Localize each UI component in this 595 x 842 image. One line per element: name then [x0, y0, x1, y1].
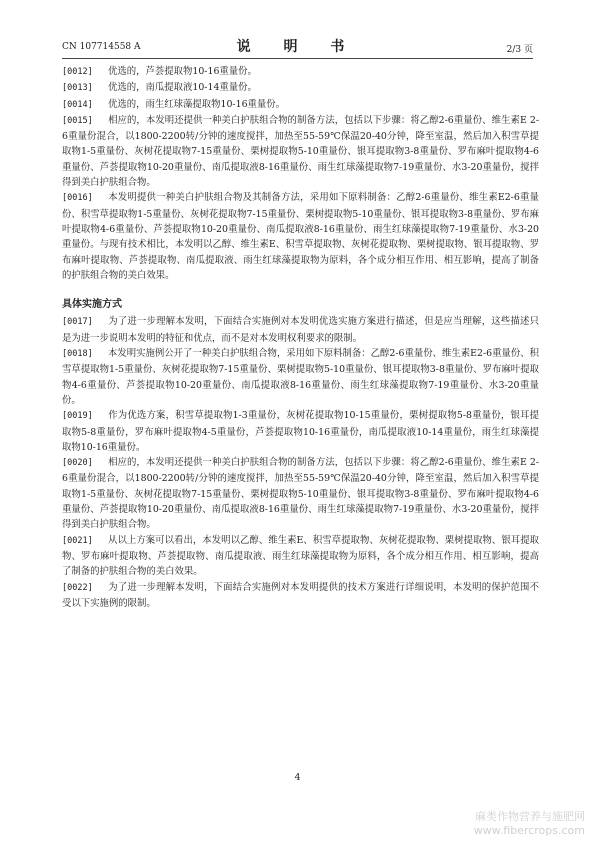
document-body [62, 64, 539, 611]
paragraph-text: 为了进一步理解本发明，下面结合实施例对本发明优选实施方案进行描述，但是应当理解，这些描述只是为进一步说明本发明的特征和优点，而不是对本发明权利要求的限制。 [62, 316, 539, 344]
paragraph [62, 80, 539, 96]
paragraph-text: 本发明提供一种美白护肤组合物及其制备方法，采用如下原料制备：乙醇2-6重量份、维生素E2-6重量份、积雪草提取物1-5重量份、灰树花提取物7-15重量份、栗树提取物5-10重量份、银耳提取物3-8重量份、罗布麻叶提取物4-6重量份、芦荟提取物10-20重量份、南瓜提取液8-16重量份、雨生红球藻提取物7-19重量份、水3-20重量份。与现有技术相比，本发明以乙醇、维生素E、积雪草提取物、灰树花提取物、栗树提取物、银耳提取物、罗布麻叶提取物、芦荟提取物、南瓜提取液、雨生红球藻提取物为原料，各个成分相互作用、相互影响，提高了制备的护肤组合物的美白效果。 [62, 192, 539, 281]
paragraph [62, 113, 539, 190]
watermark-line: 麻类作物营养与施肥网 [475, 810, 585, 823]
paragraph-text: 从以上方案可以看出，本发明以乙醇、维生素E、积雪草提取物、灰树花提取物、栗树提取物、银耳提取物、罗布麻叶提取物、芦荟提取物、南瓜提取液、雨生红球藻提取物为原料，各个成分相互作用、相互影响，提高了制备的护肤组合物的美白效果。 [62, 534, 539, 578]
paragraph [62, 64, 539, 80]
paragraph [62, 190, 539, 283]
patent-number: CN 107714558 A [62, 42, 141, 52]
paragraph-number: [0022] [62, 582, 93, 593]
watermark-line: www.fibercrops.com [473, 824, 585, 837]
page-number: 4 [294, 772, 301, 783]
paragraph-text: 作为优选方案，积雪草提取物1-3重量份，灰树花提取物10-15重量份，栗树提取物5-8重量份，银耳提取物5-8重量份，罗布麻叶提取物4-5重量份，芦荟提取物10-16重量份，南瓜提取液10-14重量份，雨生红球藻提取物10-16重量份。 [62, 410, 539, 453]
document-title: 说 明 书 [236, 39, 359, 55]
paragraph [62, 533, 539, 580]
paragraph-number: [0014] [62, 99, 93, 110]
paragraph [62, 580, 539, 612]
paragraph-number: [0020] [62, 458, 93, 469]
paragraph-number: [0015] [62, 115, 93, 126]
paragraph-text: 优选的，芦荟提取物10-16重量份。 [108, 66, 257, 77]
page-info: 2/3 页 [506, 45, 533, 55]
paragraph [62, 408, 539, 455]
paragraph-number: [0019] [62, 411, 93, 422]
paragraph-number: [0016] [62, 193, 93, 204]
paragraph-text: 相应的，本发明还提供一种美白护肤组合物的制备方法，包括以下步骤：将乙醇2-6重量份、维生素E 2-6重量份混合，以1800-2200转/分钟的速度搅拌，加热至55-59℃保温20-40分钟，降至室温，然后加入积雪草提取物1-5重量份、灰树花提取物7-15重量份、栗树提取物5-10重量份、银耳提取物3-8重量份、罗布麻叶提取物4-6重量份、芦荟提取物10-20重量份、南瓜提取液8-16重量份、雨生红球藻提取物7-19重量份、水3-20重量份，搅拌得到美白护肤组合物。 [62, 114, 539, 189]
page-header [62, 36, 533, 56]
paragraph [62, 314, 539, 346]
paragraph-number: [0021] [62, 535, 93, 546]
header-divider [62, 58, 533, 59]
watermark [474, 810, 585, 838]
paragraph-text: 相应的，本发明还提供一种美白护肤组合物的制备方法，包括以下步骤：将乙醇2-6重量份、维生素E 2-6重量份混合，以1800-2200转/分钟的速度搅拌，加热至55-59℃保温20-40分钟，降至室温，然后加入积雪草提取物1-5重量份、灰树花提取物7-15重量份、栗树提取物5-10重量份、银耳提取物3-8重量份、罗布麻叶提取物4-6重量份、芦荟提取物10-20重量份、南瓜提取液8-16重量份、雨生红球藻提取物7-19重量份、水3-20重量份，搅拌得到美白护肤组合物。 [62, 457, 539, 531]
paragraph [62, 97, 539, 113]
paragraph-number: [0013] [62, 83, 93, 94]
paragraph-number: [0017] [62, 317, 93, 328]
paragraph-text: 优选的，南瓜提取液10-14重量份。 [108, 82, 257, 94]
paragraph-number: [0018] [62, 349, 93, 360]
paragraph [62, 346, 539, 408]
paragraph-text: 优选的，雨生红球藻提取物10-16重量份。 [108, 98, 286, 110]
paragraph-text: 为了进一步理解本发明，下面结合实施例对本发明提供的技术方案进行详细说明，本发明的保护范围不受以下实施例的限制。 [62, 581, 539, 609]
paragraph-number: [0012] [62, 67, 93, 77]
section-heading: 具体实施方式 [62, 299, 122, 311]
paragraph-text: 本发明实施例公开了一种美白护肤组合物，采用如下原料制备：乙醇2-6重量份、维生素E2-6重量份、积雪草提取物1-5重量份、灰树花提取物7-15重量份、栗树提取物5-10重量份、银耳提取物3-8重量份、罗布麻叶提取物4-6重量份、芦荟提取物10-20重量份、南瓜提取液8-16重量份、雨生红球藻提取物7-19重量份、水3-20重量份。 [62, 348, 539, 406]
paragraph [62, 455, 539, 532]
